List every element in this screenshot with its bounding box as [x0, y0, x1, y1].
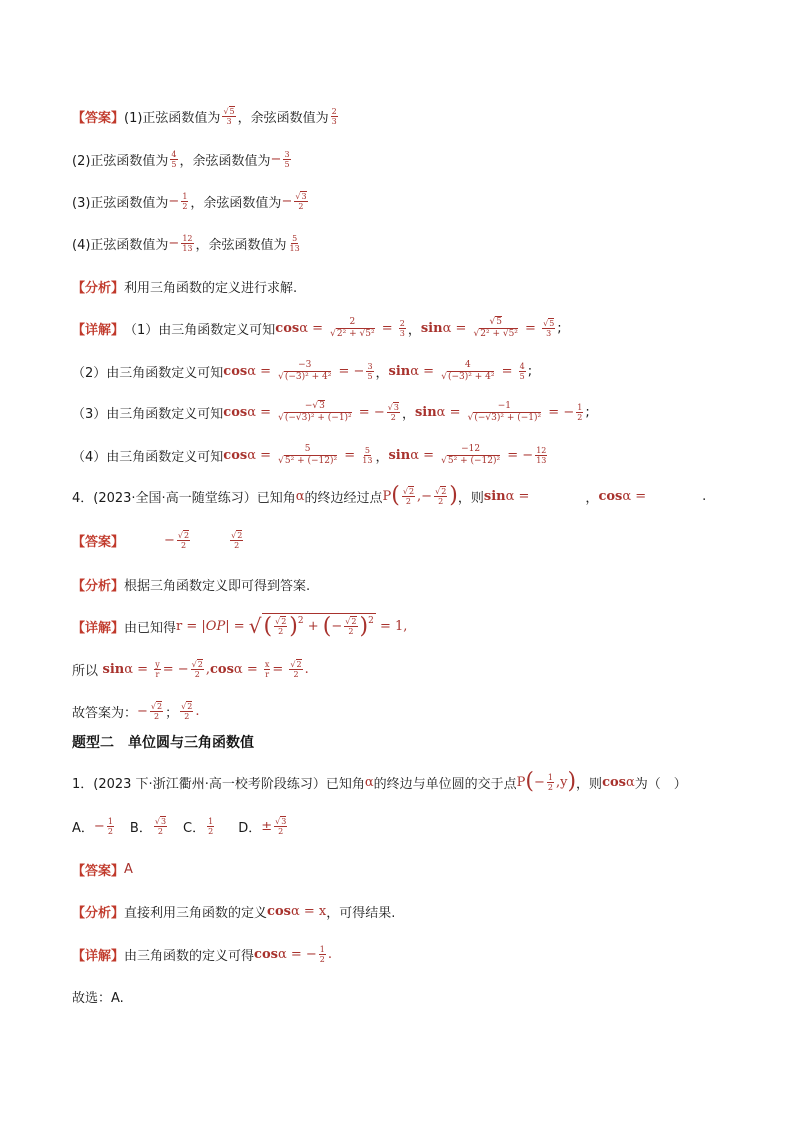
- option-a-label: A．: [72, 820, 94, 836]
- text: ，余弦函数值为: [179, 153, 271, 169]
- analysis-tag: 【分析】: [72, 905, 125, 921]
- answer-tag: 【答案】: [72, 863, 125, 879]
- answer-tag: 【答案】: [72, 110, 125, 126]
- analysis-tag: 【分析】: [72, 578, 125, 594]
- text: ，则: [576, 776, 603, 792]
- fraction: $\frac{2}{3}$: [331, 106, 337, 126]
- text: (4)正弦函数值为: [72, 237, 169, 253]
- text: 4．(2023·全国·高一随堂练习）已知角: [72, 490, 296, 506]
- q4-detail: 【详解】 由已知得 r = |OP| = √ ( $\frac{√2}{2}$ ) 2 + ( − $\frac{√2}{2}$ ) 2 = 1,: [72, 613, 408, 639]
- fraction: $\frac{4}{5}$: [171, 149, 177, 169]
- answer-tag: 【答案】: [72, 534, 125, 550]
- text: ，可得结果.: [326, 905, 396, 921]
- q3-detail-1: 【详解】 （1）由三角函数定义可知 cos α = $\frac{2}{\text{√2² + √5²}}$ = $\frac{2}{3}$ ， sin α = $\frac{√5}{\text{√2² + √5²}}$ = $\frac{√5}{3}$ ;: [72, 316, 562, 339]
- q4-final: 故答案为： − $\frac{√2}{2}$ ； $\frac{√2}{2}$ .: [72, 701, 200, 721]
- q3-detail-2: （2）由三角函数定义可知 cos α = $\frac{-3}{\text{√(−3)² + 4²}}$ = − $\frac{3}{5}$ ， sin α = $\frac{4}{\text{√(−3)² + 4²}}$ = $\frac{4}{5}$ ;: [72, 359, 533, 382]
- analysis-tag: 【分析】: [72, 280, 125, 296]
- q3-detail-3: （3）由三角函数定义可知 cos α = $\frac{-√3}{\text{√(−√3)² + (−1)²}}$ = − $\frac{√3}{2}$ ， sin α = $\frac{-1}{\text{√(−√3)² + (−1)²}}$ = − $\frac{1}{2}$ ;: [72, 400, 590, 423]
- s2q1-detail: 【详解】 由三角函数的定义可得 cos α = − $\frac{1}{2}$ .: [72, 944, 333, 964]
- fraction: $\frac{√5}{3}$: [223, 106, 235, 126]
- text: （1）由三角函数定义可知: [124, 322, 276, 338]
- q4-answer: 【答案】 − $\frac{√2}{2}$ $\frac{√2}{2}$: [72, 530, 243, 550]
- s2q1-stem: 1．(2023 下·浙江衢州·高一校考阶段练习）已知角 α 的终边与单位圆的交于点 P ( − $\frac{1}{2}$ ,y ) ，则 cos α 为（ ）: [72, 769, 687, 794]
- s2q1-options: A． − $\frac{1}{2}$ B． $\frac{√3}{2}$ C． $\frac{1}{2}$ D． ± $\frac{√3}{2}$: [72, 816, 287, 836]
- text: 的终边经过点: [304, 490, 383, 506]
- s2q1-analysis: 【分析】 直接利用三角函数的定义 cos α = x ，可得结果.: [72, 903, 396, 921]
- text: 所以: [72, 663, 99, 679]
- text: 由三角函数的定义可得: [124, 948, 255, 964]
- text: （2）由三角函数定义可知: [72, 365, 224, 381]
- detail-tag: 【详解】: [72, 620, 125, 636]
- section-title: 题型二 单位圆与三角函数值: [72, 735, 254, 751]
- q3-analysis: [72, 272, 297, 300]
- fraction: $\frac{12}{13}$: [182, 233, 193, 253]
- q4-analysis: [72, 570, 310, 598]
- fraction: $\frac{3}{5}$: [284, 149, 290, 169]
- s2q1-choose: [72, 982, 124, 1010]
- q4-so: 所以 sin α = $\frac{y}{r}$ = − $\frac{√2}{2}$ , cos α = $\frac{x}{r}$ = $\frac{√2}{2}$ .: [72, 659, 309, 679]
- s2q1-answer: [72, 855, 133, 883]
- text: 故选：A.: [72, 990, 124, 1006]
- text: 利用三角函数的定义进行求解.: [124, 280, 298, 296]
- text: (2)正弦函数值为: [72, 153, 169, 169]
- text: ，余弦函数值为: [195, 237, 287, 253]
- text: 故答案为：: [72, 705, 138, 721]
- fraction: $\frac{√3}{2}$: [295, 191, 307, 211]
- text: 直接利用三角函数的定义: [124, 905, 268, 921]
- answer-value: A: [124, 861, 133, 877]
- q3-answer-1: [72, 102, 340, 130]
- option-c-label: C．: [183, 820, 206, 836]
- q3-answer-4: (4)正弦函数值为 − $\frac{12}{13}$ ，余弦函数值为 $\frac{5}{13}$: [72, 233, 300, 253]
- option-d-label: D．: [238, 820, 262, 836]
- text: （3）由三角函数定义可知: [72, 406, 224, 422]
- detail-tag: 【详解】: [72, 322, 125, 338]
- text: (3)正弦函数值为: [72, 195, 169, 211]
- text: 根据三角函数定义即可得到答案.: [124, 578, 311, 594]
- text: 的终边与单位圆的交于点: [373, 776, 517, 792]
- q3-answer-2: (2)正弦函数值为 $\frac{4}{5}$ ，余弦函数值为 − $\frac{3}{5}$: [72, 149, 290, 169]
- detail-tag: 【详解】: [72, 948, 125, 964]
- q4-stem: 4．(2023·全国·高一随堂练习）已知角 α 的终边经过点 P ( $\frac{√2}{2}$ ,− $\frac{√2}{2}$ ) ，则 sin α = ， cos α = .: [72, 483, 707, 508]
- option-b-label: B．: [129, 820, 152, 836]
- text: （4）由三角函数定义可知: [72, 449, 224, 465]
- text: ，余弦函数值为: [237, 110, 329, 126]
- text: 由已知得: [124, 620, 177, 636]
- text: 1．(2023 下·浙江衢州·高一校考阶段练习）已知角: [72, 776, 365, 792]
- fraction: $\frac{5}{13}$: [289, 233, 300, 253]
- text: ，余弦函数值为: [190, 195, 282, 211]
- text: (1)正弦函数值为: [124, 110, 221, 126]
- text: 为（ ）: [634, 776, 687, 792]
- q3-detail-4: （4）由三角函数定义可知 cos α = $\frac{5}{\text{√5² + (−12)²}}$ = $\frac{5}{13}$ ， sin α = $\frac{-12}{\text{√5² + (−12)²}}$ = − $\frac{12}{13}$: [72, 443, 547, 466]
- q3-answer-3: (3)正弦函数值为 − $\frac{1}{2}$ ，余弦函数值为 − $\frac{√3}{2}$: [72, 191, 307, 211]
- fraction: $\frac{1}{2}$: [182, 191, 188, 211]
- text: ，则: [457, 490, 484, 506]
